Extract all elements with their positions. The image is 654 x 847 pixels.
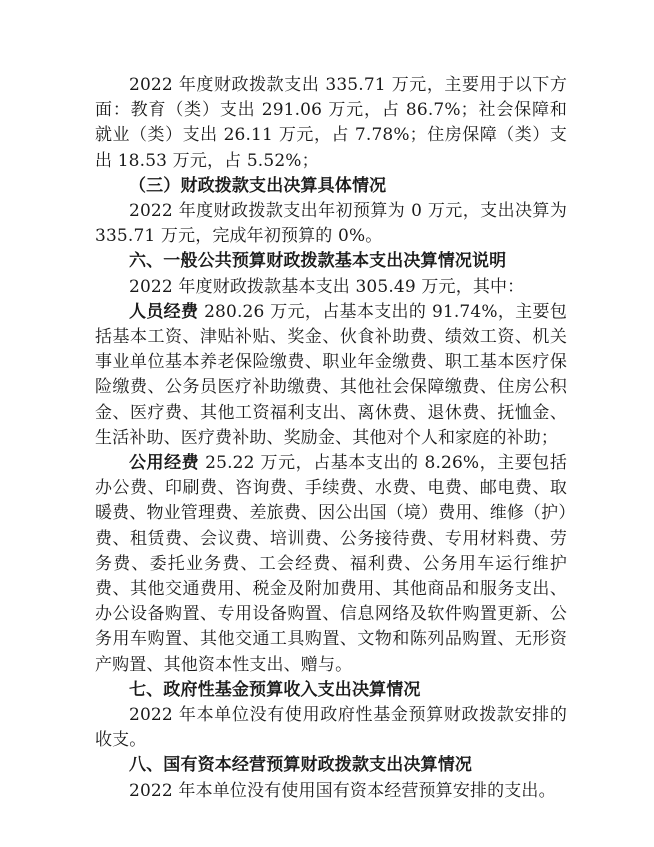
- public-expenditure-paragraph: [95, 451, 567, 678]
- document-page: [95, 73, 567, 804]
- personnel-expenditure-paragraph: [95, 300, 567, 451]
- section-7-heading: 七、政府性基金预算收入支出决算情况: [129, 679, 421, 700]
- public-text: 25.22 万元，占基本支出的 8.26%，主要包括办公费、印刷费、咨询费、手续费、水费、电费、邮电费、取暖费、物业管理费、差旅费、因公出国（境）费用、维修（护）费、租赁费、会议费、培训费、公务接待费、专用材料费、劳务费、委托业务费、工会经费、福利费、公务用车运行维护费、其他交通费用、税金及附加费用、其他商品和服务支出、办公设备购置、专用设备购置、信息网络及软件购置更新、公务用车购置、其他交通工具购置、文物和陈列品购置、无形资产购置、其他资本性支出、赠与。: [95, 453, 567, 675]
- budget-completion-paragraph: 2022 年度财政拨款支出年初预算为 0 万元，支出决算为 335.71 万元，完成年初预算的 0%。: [95, 201, 567, 247]
- state-capital-paragraph: 2022 年本单位没有使用国有资本经营预算安排的支出。: [129, 780, 556, 801]
- public-label: 公用经费: [129, 453, 200, 474]
- personnel-text: 280.26 万元，占基本支出的 91.74%，主要包括基本工资、津贴补贴、奖金、伙食补助费、绩效工资、机关事业单位基本养老保险缴费、职业年金缴费、职工基本医疗保险缴费、公务员医疗补助缴费、其他社会保障缴费、住房公积金、医疗费、其他工资福利支出、离休费、退休费、抚恤金、生活补助、医疗费补助、奖励金、其他对个人和家庭的补助；: [95, 301, 567, 448]
- personnel-label: 人员经费: [129, 301, 199, 322]
- basic-expenditure-paragraph: 2022 年度财政拨款基本支出 305.49 万元，其中：: [129, 276, 525, 297]
- section-3-heading: （三）财政拨款支出决算具体情况: [129, 175, 387, 196]
- section-6-heading: 六、一般公共预算财政拨款基本支出决算情况说明: [129, 251, 507, 272]
- government-fund-paragraph: 2022 年本单位没有使用政府性基金预算财政拨款安排的收支。: [95, 705, 567, 751]
- section-8-heading: 八、国有资本经营预算财政拨款支出决算情况: [129, 755, 472, 776]
- fiscal-expenditure-paragraph: 2022 年度财政拨款支出 335.71 万元，主要用于以下方面：教育（类）支出 291.06 万元，占 86.7%；社会保障和就业（类）支出 26.11 万元，占 7.78%；住房保障（类）支出 18.53 万元，占 5.52%；: [95, 75, 567, 171]
